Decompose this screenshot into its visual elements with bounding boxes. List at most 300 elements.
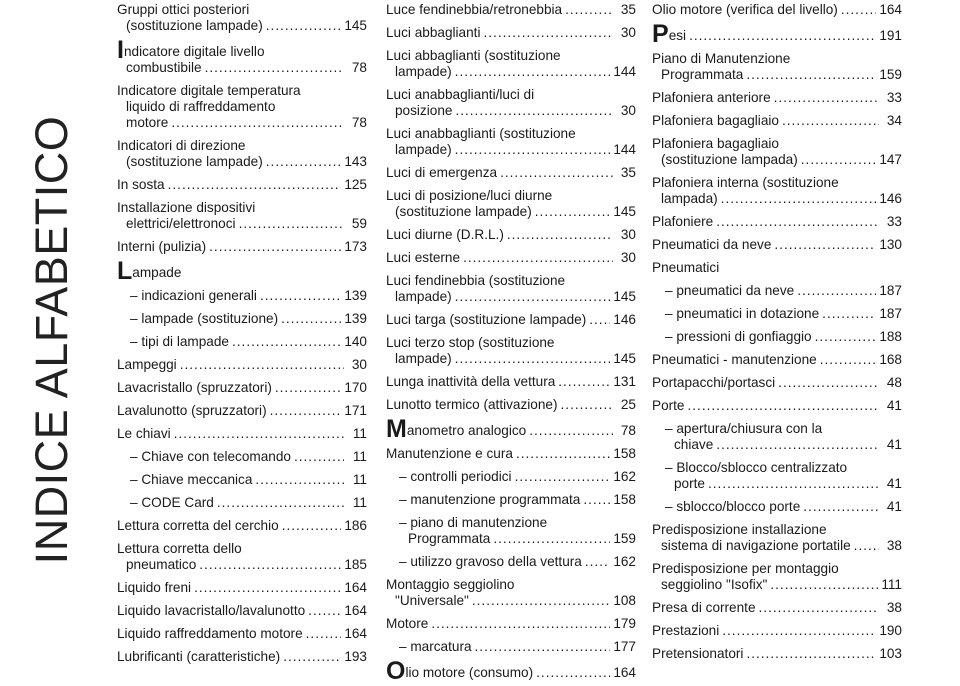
entry-text: [117, 2, 249, 18]
entry-label: – sblocco/blocco porte: [665, 499, 801, 514]
dot-leader: [770, 577, 878, 593]
entry-line: [386, 2, 636, 18]
index-entry: [386, 2, 636, 18]
entry-text: [386, 446, 513, 462]
entry-text: [126, 18, 263, 34]
page-number: 48: [886, 375, 902, 390]
dot-leader: [283, 649, 341, 665]
entry-line: [117, 518, 367, 534]
entry-line: [386, 188, 636, 204]
entry-line: [399, 469, 636, 485]
entry-text: [652, 260, 719, 276]
entry-line: [117, 216, 367, 232]
entry-text: [117, 239, 206, 255]
index-entry: [117, 357, 367, 373]
index-entry: [386, 188, 636, 220]
index-entry: [386, 126, 636, 158]
entry-label: Indicatore digitale temperatura: [117, 83, 301, 98]
entry-label: – utilizzo gravoso della vettura: [399, 554, 582, 569]
entry-label: Liquido lavacristallo/lavalunotto: [117, 603, 306, 618]
entry-label: Pneumatici: [652, 260, 720, 275]
entry-line: [117, 426, 367, 442]
entry-text: [674, 476, 705, 492]
dot-leader: [174, 426, 344, 442]
dot-leader: [205, 60, 344, 76]
entry-text: [386, 397, 558, 413]
page-number: 130: [879, 237, 902, 252]
page-number: 188: [879, 329, 902, 344]
dot-leader: [199, 557, 341, 573]
dot-leader: [507, 227, 613, 243]
entry-line: [665, 329, 902, 345]
entry-label: – manutenzione programmata: [399, 492, 581, 507]
entry-line: [652, 623, 902, 639]
page-number: 30: [620, 103, 636, 118]
entry-line: [652, 152, 902, 168]
entry-text: [652, 352, 817, 368]
entry-line: [652, 136, 902, 152]
dot-leader: [854, 538, 879, 554]
entry-text: [652, 375, 775, 391]
entry-line: [117, 357, 367, 373]
dot-leader: [689, 28, 876, 44]
index-entry: [652, 214, 902, 230]
entry-label: Lettura corretta dello: [117, 541, 242, 556]
index-entry: [117, 403, 367, 419]
entry-line: [130, 449, 367, 465]
dot-leader: [583, 492, 610, 508]
entry-label: Luci abbaglianti: [386, 25, 481, 40]
page-number: 164: [344, 603, 367, 618]
entry-text: [395, 103, 452, 119]
dot-leader: [455, 103, 613, 119]
entry-text: [652, 113, 779, 129]
entry-label: – piano di manutenzione: [399, 515, 548, 530]
entry-label: (sostituzione lampada): [661, 152, 798, 167]
entry-line: [386, 126, 636, 142]
index-subentry: [386, 469, 636, 485]
entry-label: – apertura/chiusura con la: [665, 421, 823, 436]
entry-line: [386, 87, 636, 103]
entry-text: [117, 83, 301, 99]
index-entry: [386, 250, 636, 266]
entry-line: [652, 561, 902, 577]
dot-leader: [194, 580, 341, 596]
page-number: 11: [352, 426, 367, 441]
dot-leader: [455, 64, 611, 80]
dot-leader: [493, 531, 610, 547]
entry-text: [386, 273, 565, 289]
entry-text: [395, 64, 452, 80]
entry-label: Presa di corrente: [652, 600, 756, 615]
index-entry: [652, 398, 902, 414]
page-number: 35: [620, 165, 636, 180]
page-number: 168: [879, 352, 902, 367]
entry-text: [665, 283, 794, 299]
page-number: 186: [344, 518, 367, 533]
page-number: 146: [613, 312, 636, 327]
entry-label: (sostituzione lampade): [126, 154, 263, 169]
entry-line: [117, 649, 367, 665]
entry-text: [130, 334, 229, 350]
entry-label: seggiolino "Isofix": [661, 577, 768, 592]
entry-text: [117, 403, 267, 419]
page-number: 11: [352, 495, 367, 510]
entry-text: [130, 311, 278, 327]
page-number: 159: [879, 67, 902, 82]
entry-text: [661, 67, 743, 83]
index-entry: [652, 375, 902, 391]
entry-text: [386, 577, 514, 593]
index-entry: [117, 257, 367, 285]
entry-label: Programmata: [661, 67, 744, 82]
index-subentry: [386, 515, 636, 547]
entry-line: [652, 538, 902, 554]
entry-line: [386, 593, 636, 609]
page-number: 35: [620, 2, 636, 17]
page-number: 193: [344, 649, 367, 664]
entry-label: – lampade (sostituzione): [130, 311, 279, 326]
entry-label: Lunga inattività della vettura: [386, 374, 556, 389]
entry-label: Interni (pulizia): [117, 239, 207, 254]
entry-text: [386, 312, 586, 328]
entry-text: [399, 469, 512, 485]
dot-leader: [180, 357, 344, 373]
entry-text: [130, 495, 214, 511]
entry-line: [130, 288, 367, 304]
entry-line: [386, 351, 636, 367]
index-entry: [652, 522, 902, 554]
entry-line: [386, 374, 636, 390]
page-number: 179: [613, 616, 636, 631]
entry-line: [117, 177, 367, 193]
dot-leader: [782, 113, 879, 129]
entry-line: [386, 64, 636, 80]
entry-label: Luci esterne: [386, 250, 461, 265]
entry-label: Luci targa (sostituzione lampade): [386, 312, 587, 327]
page-number: 41: [886, 437, 902, 452]
entry-line: [652, 237, 902, 253]
entry-text: [661, 191, 718, 207]
entry-label: liquido di raffreddamento: [126, 99, 276, 114]
index-entry: [652, 113, 902, 129]
dot-leader: [275, 380, 341, 396]
entry-text: [395, 142, 452, 158]
entry-line: [117, 60, 367, 76]
page-number: 162: [613, 469, 636, 484]
entry-text: [386, 48, 561, 64]
entry-text: [661, 152, 798, 168]
page-number: 78: [351, 60, 367, 75]
entry-label: combustibile: [126, 60, 202, 75]
dot-leader: [455, 142, 611, 158]
page-number: 146: [879, 191, 902, 206]
entry-line: [652, 113, 902, 129]
index-entry: [386, 446, 636, 462]
entry-text: [130, 472, 252, 488]
index-entry: [652, 646, 902, 662]
index-entry: [117, 239, 367, 255]
index-entry: [386, 25, 636, 41]
entry-text: [665, 460, 847, 476]
index-entry: [652, 260, 902, 276]
entry-label: Liquido raffreddamento motore: [117, 626, 303, 641]
index-entry: [386, 48, 636, 80]
entry-text: [117, 177, 165, 193]
page-number: 190: [879, 623, 902, 638]
entry-label: motore: [126, 115, 169, 130]
dot-leader: [168, 177, 342, 193]
entry-text: [652, 237, 771, 253]
entry-text: [126, 99, 275, 115]
entry-line: [130, 334, 367, 350]
entry-line: [386, 415, 636, 443]
entry-label: Piano di Manutenzione: [652, 51, 791, 66]
entry-label: posizione: [395, 103, 453, 118]
entry-line: [652, 577, 902, 593]
index-column-1: [117, 2, 367, 672]
entry-line: [386, 616, 636, 632]
entry-text: [386, 227, 504, 243]
index-entry: [386, 312, 636, 328]
entry-text: [117, 138, 245, 154]
index-subentry: [117, 288, 367, 304]
entry-text: [117, 380, 272, 396]
dot-leader: [239, 216, 344, 232]
index-side-title: [12, 20, 92, 660]
entry-line: [117, 138, 367, 154]
entry-label: Luci fendinebbia (sostituzione: [386, 273, 566, 288]
entry-line: [117, 239, 367, 255]
entry-line: [652, 600, 902, 616]
dot-leader: [778, 375, 879, 391]
entry-text: [395, 593, 469, 609]
entry-text: [117, 200, 255, 216]
entry-text: [126, 557, 196, 573]
index-entry: [652, 623, 902, 639]
page-number: 30: [620, 227, 636, 242]
entry-label: Plafoniere: [652, 214, 714, 229]
entry-label: lampada): [661, 191, 718, 206]
entry-label: (sostituzione lampade): [126, 18, 263, 33]
page-number: 11: [352, 472, 367, 487]
entry-line: [386, 289, 636, 305]
entry-line: [386, 227, 636, 243]
entry-line: [652, 260, 902, 276]
entry-line: [117, 580, 367, 596]
index-entry: [652, 600, 902, 616]
page-number: 41: [886, 499, 902, 514]
dot-leader: [455, 351, 611, 367]
page-number: 171: [344, 403, 367, 418]
entry-text: [386, 2, 562, 18]
entry-label: Plafoniera bagagliaio: [652, 136, 779, 151]
entry-label: – Chiave con telecomando: [130, 449, 291, 464]
entry-label: ndicatore digitale livello: [123, 44, 265, 59]
entry-label: Pneumatici da neve: [652, 237, 772, 252]
dot-leader: [209, 239, 341, 255]
entry-text: [130, 288, 257, 304]
dot-leader: [716, 214, 879, 230]
dot-leader: [472, 593, 610, 609]
entry-label: Manutenzione e cura: [386, 446, 513, 461]
dot-leader: [746, 67, 876, 83]
entry-text: [399, 515, 547, 531]
section-initial-letter: I: [117, 36, 124, 64]
dot-leader: [270, 403, 342, 419]
entry-label: Luci di posizione/luci diurne: [386, 188, 553, 203]
page-number: 140: [344, 334, 367, 349]
entry-text: [652, 646, 743, 662]
dot-leader: [841, 2, 876, 18]
entry-line: [386, 250, 636, 266]
entry-text: [652, 600, 756, 616]
dot-leader: [558, 374, 610, 390]
entry-text: [117, 426, 171, 442]
section-initial-letter: P: [652, 20, 669, 48]
entry-text: [661, 577, 767, 593]
index-subentry: [652, 460, 902, 492]
entry-line: [386, 397, 636, 413]
dot-leader: [431, 616, 610, 632]
index-entry: [386, 616, 636, 632]
index-subentry: [117, 449, 367, 465]
entry-line: [117, 115, 367, 131]
index-subentry: [117, 334, 367, 350]
entry-text: [665, 499, 800, 515]
entry-text: [130, 449, 291, 465]
index-entry: [652, 20, 902, 48]
page-number: 191: [879, 28, 902, 43]
index-entry: [386, 577, 636, 609]
entry-text: [117, 603, 305, 619]
page-number: 144: [613, 142, 636, 157]
index-entry: [652, 51, 902, 83]
entry-line: [386, 142, 636, 158]
entry-line: [117, 603, 367, 619]
entry-label: ampade: [132, 265, 182, 280]
index-entry: [652, 2, 902, 18]
dot-leader: [589, 312, 610, 328]
entry-line: [665, 476, 902, 492]
dot-leader: [500, 165, 613, 181]
dot-leader: [260, 288, 341, 304]
page-number: 187: [879, 283, 902, 298]
index-entry: [117, 541, 367, 573]
index-entry: [652, 237, 902, 253]
entry-label: chiave: [674, 437, 714, 452]
index-entry: [386, 87, 636, 119]
entry-text: [399, 554, 582, 570]
entry-text: [652, 20, 687, 48]
entry-label: lampade): [395, 142, 452, 157]
entry-line: [665, 421, 902, 437]
dot-leader: [463, 250, 613, 266]
dot-leader: [721, 191, 877, 207]
entry-text: [386, 165, 497, 181]
entry-label: Luci abbaglianti (sostituzione: [386, 48, 561, 63]
entry-label: "Universale": [395, 593, 469, 608]
index-entry: [117, 2, 367, 34]
dot-leader: [759, 600, 879, 616]
entry-line: [117, 626, 367, 642]
entry-text: [386, 415, 527, 443]
dot-leader: [722, 623, 876, 639]
index-subentry: [652, 329, 902, 345]
entry-text: [652, 522, 827, 538]
index-entry: [117, 177, 367, 193]
dot-leader: [746, 646, 876, 662]
entry-label: anometro analogico: [406, 423, 527, 438]
page-number: 145: [613, 351, 636, 366]
page-number: 139: [344, 288, 367, 303]
entry-text: [665, 306, 819, 322]
entry-line: [652, 2, 902, 18]
dot-leader: [820, 352, 877, 368]
entry-line: [652, 398, 902, 414]
entry-line: [652, 20, 902, 48]
entry-line: [665, 283, 902, 299]
entry-text: [126, 154, 263, 170]
entry-text: [117, 36, 265, 64]
index-entry: [652, 90, 902, 106]
page-number: 170: [344, 380, 367, 395]
dot-leader: [716, 437, 879, 453]
entry-line: [386, 446, 636, 462]
page-number: 145: [344, 18, 367, 33]
entry-label: lampade): [395, 64, 452, 79]
side-title-text: INDICE ALFABETICO: [26, 115, 77, 565]
page-number: 145: [613, 204, 636, 219]
index-entry: [117, 138, 367, 170]
entry-label: lampade): [395, 351, 452, 366]
entry-label: Luci di emergenza: [386, 165, 498, 180]
page-number: 164: [879, 2, 902, 17]
entry-label: – pressioni di gonfiaggio: [665, 329, 812, 344]
page-number: 125: [344, 177, 367, 192]
page-number: 59: [351, 216, 367, 231]
page-number: 30: [620, 25, 636, 40]
index-entry: [117, 426, 367, 442]
entry-label: – Chiave meccanica: [130, 472, 253, 487]
dot-leader: [561, 397, 613, 413]
page-number: 30: [620, 250, 636, 265]
entry-text: [661, 538, 851, 554]
entry-label: – Blocco/sblocco centralizzato: [665, 460, 848, 475]
index-subentry: [117, 472, 367, 488]
page-number: 159: [613, 531, 636, 546]
index-column-3: [652, 2, 902, 669]
page-number: 38: [886, 538, 902, 553]
index-entry: [117, 380, 367, 396]
entry-label: elettrici/elettronoci: [126, 216, 236, 231]
index-entry: [386, 273, 636, 305]
entry-text: [126, 216, 236, 232]
index-entry: [117, 626, 367, 642]
entry-label: Installazione dispositivi: [117, 200, 256, 215]
dot-leader: [822, 306, 876, 322]
entry-label: porte: [674, 476, 705, 491]
page-number: 34: [886, 113, 902, 128]
entry-line: [652, 522, 902, 538]
page-number: 158: [613, 492, 636, 507]
page-number: 25: [620, 397, 636, 412]
dot-leader: [688, 398, 880, 414]
page-number: 185: [344, 557, 367, 572]
page-number: 111: [881, 577, 902, 592]
entry-label: Montaggio seggiolino: [386, 577, 515, 592]
page-number: 145: [613, 289, 636, 304]
